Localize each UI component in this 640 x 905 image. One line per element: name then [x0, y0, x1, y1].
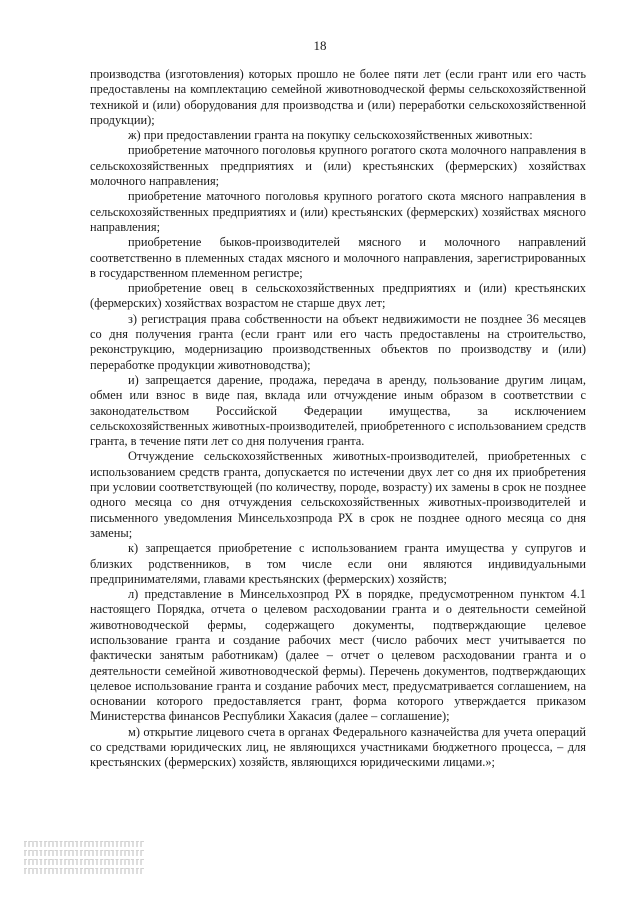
paragraph: з) регистрация права собственности на объект недвижимости не позднее 36 месяцев со дня получения гранта (если грант или его часть предоставлены на строительство, реконструкцию, модернизацию производственных объектов по производству и (или) переработке продукции животноводства); — [90, 311, 586, 372]
paragraph: приобретение маточного поголовья крупного рогатого скота молочного направления в сельскохозяйственных предприятиях и (или) крестьянских (фермерских) хозяйствах молочного направления; — [90, 143, 586, 189]
stamp-line — [24, 841, 144, 847]
paragraph: к) запрещается приобретение с использованием гранта имущества у супругов и близких родственников, в том числе если они являются индивидуальными предпринимателями, главами крестьянских (фермерских) хозяйств; — [90, 541, 586, 586]
paragraph: м) открытие лицевого счета в органах Федерального казначейства для учета операций со средствами юридических лиц, не являющихся участниками бюджетного процесса, – для крестьянских (фермерских) хозяйств, являющихся юридическими лицами.»; — [90, 724, 586, 770]
paragraph: приобретение быков-производителей мясного и молочного направлений соответственно в племенных стадах мясного и молочного направления, зарегистрированных в государственном племенном регистре; — [90, 235, 586, 280]
paragraph: и) запрещается дарение, продажа, передача в аренду, пользование другим лицам, обмен или взнос в виде пая, вклада или отчуждение иным образом в соответствии с законодательством Российской Федерации имущества, за исключением сельскохозяйственных животных-производителей, приобретенного с использованием средств гранта, в течение пяти лет со дня получения гранта. — [90, 372, 586, 449]
stamp-line — [24, 868, 144, 874]
stamp-line — [24, 850, 144, 856]
registration-stamp — [24, 838, 144, 884]
paragraph: л) представление в Минсельхозпрод РХ в порядке, предусмотренном пунктом 4.1 настоящего Порядка, отчета о целевом расходовании гранта и о деятельности семейной животноводческой фермы, содержащего документы, подтверждающие целевое использование гранта и создание рабочих мест (число рабочих мест учитывается по фактически занятым работникам) (далее – отчет о целевом расходовании гранта и о деятельности семейной животноводческой фермы). Перечень документов, подтверждающих целевое использование гранта и создание рабочих мест, предусматривается соглашением, на основании которого предоставляется грант, форма которого утверждается приказом Министерства финансов Республики Хакасия (далее – соглашение); — [90, 587, 586, 724]
stamp-line — [24, 859, 144, 865]
paragraph: производства (изготовления) которых прошло не более пяти лет (если грант или его часть предоставлены на комплектацию семейной животноводческой фермы сельскохозяйственной техникой и (или) оборудования для производства и (или) переработки сельскохозяйственной продукции); — [90, 67, 586, 127]
paragraph: приобретение овец в сельскохозяйственных предприятиях и (или) крестьянских (фермерских) хозяйствах возрастом не старше двух лет; — [90, 281, 586, 311]
document-body — [90, 67, 586, 771]
paragraph: приобретение маточного поголовья крупного рогатого скота мясного направления в сельскохозяйственных предприятиях и (или) крестьянских (фермерских) хозяйствах мясного направления; — [90, 189, 586, 234]
paragraph: Отчуждение сельскохозяйственных животных-производителей, приобретенных с использованием средств гранта, допускается по истечении двух лет со дня их приобретения при условии соответствующей (по количеству, породе, возрасту) их замены в срок не позднее одного месяца со дня отчуждения сельскохозяйственных животных-производителей и письменного уведомления Минсельхозпрода РХ в срок не позднее одного месяца со дня замены; — [90, 449, 586, 540]
paragraph: ж) при предоставлении гранта на покупку сельскохозяйственных животных: — [128, 128, 533, 143]
page-number: 18 — [313, 38, 327, 53]
